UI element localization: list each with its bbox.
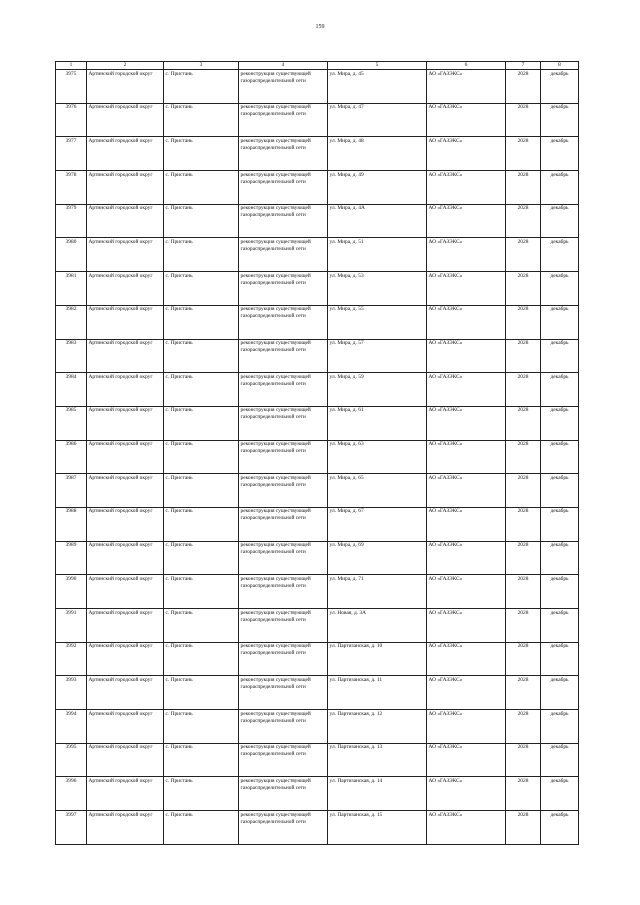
work-type-cell: реконструкция существующей газораспределительной сети [239, 777, 328, 811]
work-type-cell: реконструкция существующей газораспределительной сети [239, 305, 328, 339]
row-number-cell: 3992 [56, 642, 87, 676]
year-cell: 2028 [506, 642, 541, 676]
organization-cell: АО «ГАЗЭКС» [427, 171, 506, 205]
locality-cell: с. Пристань [164, 103, 239, 137]
work-type-cell: реконструкция существующей газораспределительной сети [239, 609, 328, 643]
table-row [56, 440, 579, 474]
district-cell: Артинский городской округ [87, 440, 164, 474]
table-row [56, 710, 579, 744]
locality-cell: с. Пристань [164, 339, 239, 373]
address-cell: ул. Партизанская, д. 11 [328, 676, 427, 710]
locality-cell: с. Пристань [164, 676, 239, 710]
locality-cell: с. Пристань [164, 811, 239, 845]
district-cell: Артинский городской округ [87, 743, 164, 777]
year-cell: 2028 [506, 541, 541, 575]
year-cell: 2028 [506, 676, 541, 710]
row-number-cell: 3984 [56, 373, 87, 407]
locality-cell: с. Пристань [164, 70, 239, 104]
address-cell: ул. Новая, д. 3А [328, 609, 427, 643]
district-cell: Артинский городской округ [87, 710, 164, 744]
month-cell: декабрь [541, 642, 579, 676]
locality-cell: с. Пристань [164, 137, 239, 171]
address-cell: ул. Мира, д. 71 [328, 575, 427, 609]
month-cell: декабрь [541, 339, 579, 373]
year-cell: 2028 [506, 339, 541, 373]
column-header: 8 [541, 62, 579, 70]
table-row [56, 373, 579, 407]
column-header: 1 [56, 62, 87, 70]
locality-cell: с. Пристань [164, 440, 239, 474]
registry-table [55, 61, 579, 845]
work-type-cell: реконструкция существующей газораспределительной сети [239, 272, 328, 306]
row-number-cell: 3996 [56, 777, 87, 811]
work-type-cell: реконструкция существующей газораспределительной сети [239, 676, 328, 710]
work-type-cell: реконструкция существующей газораспределительной сети [239, 474, 328, 508]
district-cell: Артинский городской округ [87, 373, 164, 407]
row-number-cell: 3993 [56, 676, 87, 710]
row-number-cell: 3995 [56, 743, 87, 777]
address-cell: ул. Мира, д. 48 [328, 137, 427, 171]
organization-cell: АО «ГАЗЭКС» [427, 676, 506, 710]
table-row [56, 676, 579, 710]
row-number-cell: 3989 [56, 541, 87, 575]
locality-cell: с. Пристань [164, 474, 239, 508]
month-cell: декабрь [541, 710, 579, 744]
row-number-cell: 3997 [56, 811, 87, 845]
column-header: 7 [506, 62, 541, 70]
row-number-cell: 3977 [56, 137, 87, 171]
locality-cell: с. Пристань [164, 710, 239, 744]
year-cell: 2028 [506, 171, 541, 205]
year-cell: 2028 [506, 70, 541, 104]
table-row [56, 777, 579, 811]
locality-cell: с. Пристань [164, 406, 239, 440]
year-cell: 2028 [506, 440, 541, 474]
table-row [56, 103, 579, 137]
table-row [56, 575, 579, 609]
address-cell: ул. Мира, д. 65 [328, 474, 427, 508]
locality-cell: с. Пристань [164, 204, 239, 238]
locality-cell: с. Пристань [164, 575, 239, 609]
district-cell: Артинский городской округ [87, 137, 164, 171]
row-number-cell: 3982 [56, 305, 87, 339]
address-cell: ул. Мира, д. 47 [328, 103, 427, 137]
locality-cell: с. Пристань [164, 272, 239, 306]
month-cell: декабрь [541, 272, 579, 306]
locality-cell: с. Пристань [164, 305, 239, 339]
table-row [56, 743, 579, 777]
work-type-cell: реконструкция существующей газораспределительной сети [239, 137, 328, 171]
district-cell: Артинский городской округ [87, 171, 164, 205]
row-number-cell: 3990 [56, 575, 87, 609]
month-cell: декабрь [541, 440, 579, 474]
month-cell: декабрь [541, 305, 579, 339]
district-cell: Артинский городской округ [87, 575, 164, 609]
address-cell: ул. Мира, д. 67 [328, 507, 427, 541]
month-cell: декабрь [541, 204, 579, 238]
district-cell: Артинский городской округ [87, 811, 164, 845]
organization-cell: АО «ГАЗЭКС» [427, 70, 506, 104]
organization-cell: АО «ГАЗЭКС» [427, 710, 506, 744]
organization-cell: АО «ГАЗЭКС» [427, 811, 506, 845]
address-cell: ул. Партизанская, д. 10 [328, 642, 427, 676]
table-row [56, 204, 579, 238]
work-type-cell: реконструкция существующей газораспределительной сети [239, 204, 328, 238]
work-type-cell: реконструкция существующей газораспределительной сети [239, 575, 328, 609]
district-cell: Артинский городской округ [87, 204, 164, 238]
work-type-cell: реконструкция существующей газораспределительной сети [239, 238, 328, 272]
address-cell: ул. Партизанская, д. 12 [328, 710, 427, 744]
year-cell: 2028 [506, 811, 541, 845]
district-cell: Артинский городской округ [87, 272, 164, 306]
year-cell: 2028 [506, 507, 541, 541]
address-cell: ул. Мира, д. 69 [328, 541, 427, 575]
district-cell: Артинский городской округ [87, 70, 164, 104]
organization-cell: АО «ГАЗЭКС» [427, 743, 506, 777]
month-cell: декабрь [541, 137, 579, 171]
organization-cell: АО «ГАЗЭКС» [427, 575, 506, 609]
organization-cell: АО «ГАЗЭКС» [427, 541, 506, 575]
organization-cell: АО «ГАЗЭКС» [427, 609, 506, 643]
month-cell: декабрь [541, 676, 579, 710]
row-number-cell: 3976 [56, 103, 87, 137]
organization-cell: АО «ГАЗЭКС» [427, 406, 506, 440]
row-number-cell: 3987 [56, 474, 87, 508]
table-row [56, 305, 579, 339]
table-row [56, 474, 579, 508]
district-cell: Артинский городской округ [87, 541, 164, 575]
table-row [56, 811, 579, 845]
work-type-cell: реконструкция существующей газораспределительной сети [239, 811, 328, 845]
organization-cell: АО «ГАЗЭКС» [427, 507, 506, 541]
year-cell: 2028 [506, 406, 541, 440]
year-cell: 2028 [506, 272, 541, 306]
work-type-cell: реконструкция существующей газораспределительной сети [239, 373, 328, 407]
year-cell: 2028 [506, 474, 541, 508]
address-cell: ул. Партизанская, д. 14 [328, 777, 427, 811]
row-number-cell: 3975 [56, 70, 87, 104]
organization-cell: АО «ГАЗЭКС» [427, 339, 506, 373]
locality-cell: с. Пристань [164, 373, 239, 407]
year-cell: 2028 [506, 238, 541, 272]
work-type-cell: реконструкция существующей газораспределительной сети [239, 339, 328, 373]
month-cell: декабрь [541, 474, 579, 508]
month-cell: декабрь [541, 70, 579, 104]
year-cell: 2028 [506, 777, 541, 811]
month-cell: декабрь [541, 507, 579, 541]
row-number-cell: 3994 [56, 710, 87, 744]
row-number-cell: 3988 [56, 507, 87, 541]
table-row [56, 272, 579, 306]
row-number-cell: 3979 [56, 204, 87, 238]
row-number-cell: 3983 [56, 339, 87, 373]
work-type-cell: реконструкция существующей газораспределительной сети [239, 440, 328, 474]
month-cell: декабрь [541, 609, 579, 643]
row-number-cell: 3991 [56, 609, 87, 643]
address-cell: ул. Мира, д. 63 [328, 440, 427, 474]
month-cell: декабрь [541, 743, 579, 777]
district-cell: Артинский городской округ [87, 305, 164, 339]
row-number-cell: 3980 [56, 238, 87, 272]
month-cell: декабрь [541, 575, 579, 609]
month-cell: декабрь [541, 406, 579, 440]
district-cell: Артинский городской округ [87, 507, 164, 541]
column-header: 3 [164, 62, 239, 70]
work-type-cell: реконструкция существующей газораспределительной сети [239, 642, 328, 676]
address-cell: ул. Мира, д. 57 [328, 339, 427, 373]
year-cell: 2028 [506, 710, 541, 744]
address-cell: ул. Мира, д. 49 [328, 171, 427, 205]
year-cell: 2028 [506, 373, 541, 407]
table-row [56, 339, 579, 373]
locality-cell: с. Пристань [164, 507, 239, 541]
address-cell: ул. Мира, д. 61 [328, 406, 427, 440]
row-number-cell: 3985 [56, 406, 87, 440]
table-row [56, 406, 579, 440]
organization-cell: АО «ГАЗЭКС» [427, 305, 506, 339]
year-cell: 2028 [506, 575, 541, 609]
row-number-cell: 3978 [56, 171, 87, 205]
organization-cell: АО «ГАЗЭКС» [427, 440, 506, 474]
organization-cell: АО «ГАЗЭКС» [427, 777, 506, 811]
locality-cell: с. Пристань [164, 171, 239, 205]
table-row [56, 507, 579, 541]
address-cell: ул. Мира, д. 4А [328, 204, 427, 238]
month-cell: декабрь [541, 373, 579, 407]
organization-cell: АО «ГАЗЭКС» [427, 238, 506, 272]
locality-cell: с. Пристань [164, 743, 239, 777]
district-cell: Артинский городской округ [87, 474, 164, 508]
row-number-cell: 3986 [56, 440, 87, 474]
table-row [56, 137, 579, 171]
month-cell: декабрь [541, 171, 579, 205]
district-cell: Артинский городской округ [87, 406, 164, 440]
month-cell: декабрь [541, 238, 579, 272]
district-cell: Артинский городской округ [87, 609, 164, 643]
year-cell: 2028 [506, 204, 541, 238]
district-cell: Артинский городской округ [87, 676, 164, 710]
year-cell: 2028 [506, 305, 541, 339]
work-type-cell: реконструкция существующей газораспределительной сети [239, 406, 328, 440]
column-header: 6 [427, 62, 506, 70]
locality-cell: с. Пристань [164, 238, 239, 272]
address-cell: ул. Мира, д. 51 [328, 238, 427, 272]
district-cell: Артинский городской округ [87, 339, 164, 373]
table-header-row [56, 62, 579, 70]
page-number: 159 [315, 24, 325, 30]
address-cell: ул. Мира, д. 45 [328, 70, 427, 104]
district-cell: Артинский городской округ [87, 238, 164, 272]
year-cell: 2028 [506, 103, 541, 137]
locality-cell: с. Пристань [164, 777, 239, 811]
organization-cell: АО «ГАЗЭКС» [427, 272, 506, 306]
organization-cell: АО «ГАЗЭКС» [427, 642, 506, 676]
district-cell: Артинский городской округ [87, 777, 164, 811]
district-cell: Артинский городской округ [87, 642, 164, 676]
month-cell: декабрь [541, 777, 579, 811]
locality-cell: с. Пристань [164, 642, 239, 676]
column-header: 4 [239, 62, 328, 70]
address-cell: ул. Партизанская, д. 15 [328, 811, 427, 845]
table-row [56, 541, 579, 575]
organization-cell: АО «ГАЗЭКС» [427, 474, 506, 508]
row-number-cell: 3981 [56, 272, 87, 306]
month-cell: декабрь [541, 811, 579, 845]
month-cell: декабрь [541, 103, 579, 137]
year-cell: 2028 [506, 137, 541, 171]
address-cell: ул. Партизанская, д. 13 [328, 743, 427, 777]
work-type-cell: реконструкция существующей газораспределительной сети [239, 171, 328, 205]
table-row [56, 70, 579, 104]
work-type-cell: реконструкция существующей газораспределительной сети [239, 507, 328, 541]
address-cell: ул. Мира, д. 53 [328, 272, 427, 306]
work-type-cell: реконструкция существующей газораспределительной сети [239, 103, 328, 137]
organization-cell: АО «ГАЗЭКС» [427, 373, 506, 407]
year-cell: 2028 [506, 743, 541, 777]
organization-cell: АО «ГАЗЭКС» [427, 137, 506, 171]
column-header: 5 [328, 62, 427, 70]
table-row [56, 238, 579, 272]
table-row [56, 642, 579, 676]
work-type-cell: реконструкция существующей газораспределительной сети [239, 743, 328, 777]
column-header: 2 [87, 62, 164, 70]
table-row [56, 171, 579, 205]
locality-cell: с. Пристань [164, 541, 239, 575]
locality-cell: с. Пристань [164, 609, 239, 643]
year-cell: 2028 [506, 609, 541, 643]
work-type-cell: реконструкция существующей газораспределительной сети [239, 70, 328, 104]
table-row [56, 609, 579, 643]
address-cell: ул. Мира, д. 55 [328, 305, 427, 339]
month-cell: декабрь [541, 541, 579, 575]
organization-cell: АО «ГАЗЭКС» [427, 103, 506, 137]
organization-cell: АО «ГАЗЭКС» [427, 204, 506, 238]
work-type-cell: реконструкция существующей газораспределительной сети [239, 710, 328, 744]
work-type-cell: реконструкция существующей газораспределительной сети [239, 541, 328, 575]
district-cell: Артинский городской округ [87, 103, 164, 137]
address-cell: ул. Мира, д. 59 [328, 373, 427, 407]
